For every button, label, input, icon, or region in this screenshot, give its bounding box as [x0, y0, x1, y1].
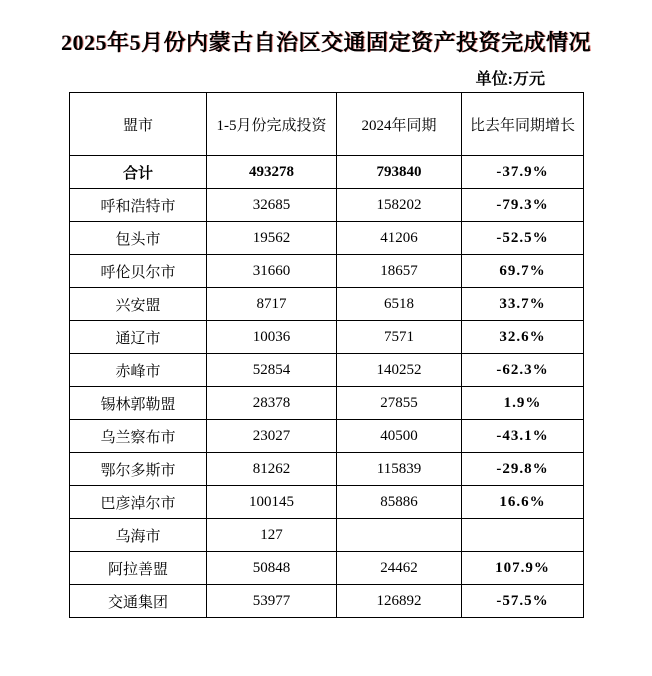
cell-previous: 41206 — [337, 222, 462, 255]
table-row — [70, 156, 584, 189]
cell-previous: 115839 — [337, 453, 462, 486]
col-header-growth: 比去年同期增长 — [462, 93, 584, 156]
cell-region: 乌兰察布市 — [70, 420, 207, 453]
cell-previous: 158202 — [337, 189, 462, 222]
cell-growth — [462, 519, 584, 552]
cell-region: 呼伦贝尔市 — [70, 255, 207, 288]
cell-previous: 793840 — [337, 156, 462, 189]
page-title: 2025年5月份内蒙古自治区交通固定资产投资完成情况 — [60, 30, 591, 55]
cell-growth: -37.9% — [462, 156, 584, 189]
cell-growth: 33.7% — [462, 288, 584, 321]
cell-growth: -79.3% — [462, 189, 584, 222]
cell-growth: 32.6% — [462, 321, 584, 354]
cell-current: 19562 — [207, 222, 337, 255]
table-row — [70, 222, 584, 255]
table-row — [70, 321, 584, 354]
cell-growth: 1.9% — [462, 387, 584, 420]
col-header-current-investment: 1-5月份完成投资 — [207, 93, 337, 156]
cell-current: 50848 — [207, 552, 337, 585]
cell-region: 鄂尔多斯市 — [70, 453, 207, 486]
cell-region: 合计 — [70, 156, 207, 189]
table-row — [70, 585, 584, 618]
unit-label: 单位:万元 — [475, 71, 545, 88]
cell-region: 赤峰市 — [70, 354, 207, 387]
cell-growth: -43.1% — [462, 420, 584, 453]
table-row — [70, 519, 584, 552]
cell-current: 28378 — [207, 387, 337, 420]
cell-current: 53977 — [207, 585, 337, 618]
cell-previous — [337, 519, 462, 552]
table-row — [70, 552, 584, 585]
cell-current: 23027 — [207, 420, 337, 453]
table-row — [70, 354, 584, 387]
cell-previous: 40500 — [337, 420, 462, 453]
cell-region: 阿拉善盟 — [70, 552, 207, 585]
unit-row — [69, 66, 583, 89]
cell-current: 8717 — [207, 288, 337, 321]
table-row — [70, 453, 584, 486]
cell-current: 10036 — [207, 321, 337, 354]
investment-table — [69, 92, 584, 618]
cell-region: 呼和浩特市 — [70, 189, 207, 222]
cell-previous: 85886 — [337, 486, 462, 519]
table-row — [70, 420, 584, 453]
cell-current: 81262 — [207, 453, 337, 486]
cell-previous: 7571 — [337, 321, 462, 354]
table-row — [70, 486, 584, 519]
col-header-region: 盟市 — [70, 93, 207, 156]
cell-growth: -29.8% — [462, 453, 584, 486]
cell-growth: 69.7% — [462, 255, 584, 288]
cell-current: 52854 — [207, 354, 337, 387]
cell-current: 32685 — [207, 189, 337, 222]
cell-growth: -52.5% — [462, 222, 584, 255]
cell-previous: 126892 — [337, 585, 462, 618]
cell-region: 兴安盟 — [70, 288, 207, 321]
cell-current: 127 — [207, 519, 337, 552]
cell-region: 巴彦淖尔市 — [70, 486, 207, 519]
cell-region: 包头市 — [70, 222, 207, 255]
col-header-previous-year: 2024年同期 — [337, 93, 462, 156]
cell-region: 锡林郭勒盟 — [70, 387, 207, 420]
cell-growth: -62.3% — [462, 354, 584, 387]
table-row — [70, 387, 584, 420]
cell-previous: 24462 — [337, 552, 462, 585]
table-header-row — [70, 93, 584, 156]
table-row — [70, 288, 584, 321]
cell-region: 交通集团 — [70, 585, 207, 618]
table-row — [70, 189, 584, 222]
cell-region: 乌海市 — [70, 519, 207, 552]
cell-current: 493278 — [207, 156, 337, 189]
cell-current: 100145 — [207, 486, 337, 519]
cell-previous: 140252 — [337, 354, 462, 387]
cell-region: 通辽市 — [70, 321, 207, 354]
cell-previous: 18657 — [337, 255, 462, 288]
cell-growth: 16.6% — [462, 486, 584, 519]
cell-growth: 107.9% — [462, 552, 584, 585]
cell-previous: 6518 — [337, 288, 462, 321]
table-row — [70, 255, 584, 288]
cell-current: 31660 — [207, 255, 337, 288]
cell-previous: 27855 — [337, 387, 462, 420]
table-body — [70, 156, 584, 618]
cell-growth: -57.5% — [462, 585, 584, 618]
